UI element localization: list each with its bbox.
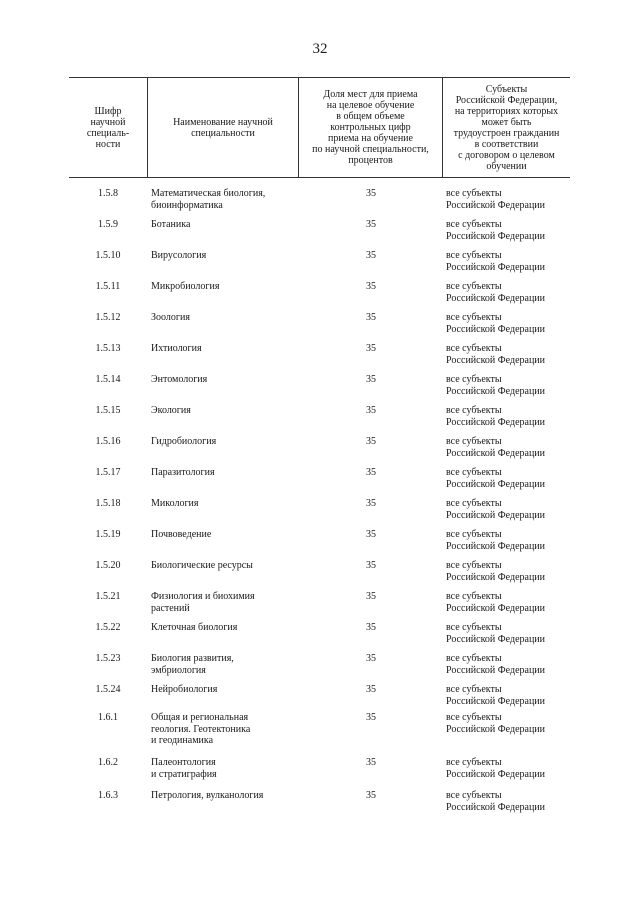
row-code: 1.6.3 (98, 790, 118, 801)
row-code: 1.5.14 (95, 374, 121, 385)
table-row (69, 498, 570, 529)
table-row (69, 188, 570, 219)
table-row (69, 312, 570, 343)
table-row (69, 405, 570, 436)
row-share: 35 (366, 281, 376, 292)
row-share: 35 (366, 219, 376, 230)
page-number: 32 (312, 41, 328, 57)
row-subjects: все субъекты Российской Федерации (446, 757, 546, 780)
row-subjects: все субъекты Российской Федерации (446, 374, 546, 397)
row-subjects: все субъекты Российской Федерации (446, 591, 546, 614)
row-share: 35 (366, 312, 376, 323)
table-row (69, 281, 570, 312)
row-code: 1.5.20 (95, 560, 121, 571)
table-row (69, 684, 570, 712)
row-name: Палеонтология и стратиграфия (151, 757, 217, 780)
row-name: Биологические ресурсы (151, 560, 253, 571)
row-code: 1.5.24 (95, 684, 121, 695)
row-subjects: все субъекты Российской Федерации (446, 560, 546, 583)
row-code: 1.6.2 (98, 757, 118, 768)
row-code: 1.5.16 (95, 436, 121, 447)
row-share: 35 (366, 684, 376, 695)
row-name: Экология (151, 405, 191, 416)
row-share: 35 (366, 467, 376, 478)
row-name: Клеточная биология (151, 622, 238, 633)
row-code: 1.5.8 (98, 188, 118, 199)
header-code: Шифр научной специаль- ности (86, 105, 130, 150)
row-name: Микробиология (151, 281, 220, 292)
row-subjects: все субъекты Российской Федерации (446, 219, 546, 242)
row-code: 1.5.19 (95, 529, 121, 540)
row-subjects: все субъекты Российской Федерации (446, 653, 546, 676)
header-name: Наименование научной специальности (173, 116, 273, 139)
row-name: Паразитология (151, 467, 215, 478)
row-code: 1.5.13 (95, 343, 121, 354)
row-share: 35 (366, 653, 376, 664)
row-share: 35 (366, 790, 376, 801)
table-row (69, 622, 570, 653)
row-name: Общая и региональная геология. Геотектоника и геодинамика (151, 712, 251, 747)
row-name: Математическая биология, биоинформатика (151, 188, 266, 211)
row-name: Почвоведение (151, 529, 212, 540)
row-subjects: все субъекты Российской Федерации (446, 312, 546, 335)
table-body (69, 188, 570, 820)
row-share: 35 (366, 436, 376, 447)
table-row (69, 343, 570, 374)
row-subjects: все субъекты Российской Федерации (446, 684, 546, 707)
row-share: 35 (366, 250, 376, 261)
row-subjects: все субъекты Российской Федерации (446, 281, 546, 304)
row-subjects: все субъекты Российской Федерации (446, 622, 546, 645)
row-name: Нейробиология (151, 684, 218, 695)
row-code: 1.5.21 (95, 591, 121, 602)
header-share: Доля мест для приема на целевое обучение в общем объеме контрольных цифр приема на обучение по научной специальности, процентов (312, 89, 429, 166)
row-share: 35 (366, 188, 376, 199)
row-name: Ботаника (151, 219, 191, 230)
row-share: 35 (366, 622, 376, 633)
row-share: 35 (366, 343, 376, 354)
row-subjects: все субъекты Российской Федерации (446, 436, 546, 459)
table-row (69, 219, 570, 250)
row-name: Гидробиология (151, 436, 217, 447)
row-subjects: все субъекты Российской Федерации (446, 188, 546, 211)
row-code: 1.5.15 (95, 405, 121, 416)
table-row (69, 560, 570, 591)
row-subjects: все субъекты Российской Федерации (446, 343, 546, 366)
row-code: 1.5.11 (95, 281, 121, 292)
row-name: Петрология, вулканология (151, 790, 264, 801)
row-code: 1.5.9 (98, 219, 118, 230)
table-row (69, 250, 570, 281)
row-share: 35 (366, 374, 376, 385)
row-name: Биология развития, эмбриология (151, 653, 234, 676)
table-row (69, 467, 570, 498)
row-subjects: все субъекты Российской Федерации (446, 498, 546, 521)
row-code: 1.5.10 (95, 250, 121, 261)
table-row (69, 757, 570, 790)
row-subjects: все субъекты Российской Федерации (446, 529, 546, 552)
row-name: Энтомология (151, 374, 208, 385)
row-code: 1.6.1 (98, 712, 118, 723)
table-row (69, 529, 570, 560)
row-name: Ихтиология (151, 343, 202, 354)
table-row (69, 591, 570, 622)
row-name: Микология (151, 498, 199, 509)
row-share: 35 (366, 712, 376, 723)
row-code: 1.5.23 (95, 653, 121, 664)
row-share: 35 (366, 405, 376, 416)
table-row (69, 712, 570, 757)
table-row (69, 374, 570, 405)
row-subjects: все субъекты Российской Федерации (446, 467, 546, 490)
row-subjects: все субъекты Российской Федерации (446, 790, 546, 813)
row-subjects: все субъекты Российской Федерации (446, 250, 546, 273)
row-share: 35 (366, 591, 376, 602)
table-row (69, 653, 570, 684)
row-share: 35 (366, 560, 376, 571)
row-share: 35 (366, 498, 376, 509)
row-code: 1.5.12 (95, 312, 121, 323)
row-subjects: все субъекты Российской Федерации (446, 405, 546, 428)
table-row (69, 790, 570, 820)
row-code: 1.5.17 (95, 467, 121, 478)
row-subjects: все субъекты Российской Федерации (446, 712, 546, 735)
row-code: 1.5.22 (95, 622, 121, 633)
row-name: Физиология и биохимия растений (151, 591, 255, 614)
row-code: 1.5.18 (95, 498, 121, 509)
header-subjects: Субъекты Российской Федерации, на территориях которых может быть трудоустроен гражданин в соответствии с договором о целевом обучении (453, 83, 560, 172)
row-share: 35 (366, 529, 376, 540)
table-header (69, 77, 570, 178)
row-name: Вирусология (151, 250, 207, 261)
row-name: Зоология (151, 312, 190, 323)
table-row (69, 436, 570, 467)
row-share: 35 (366, 757, 376, 768)
